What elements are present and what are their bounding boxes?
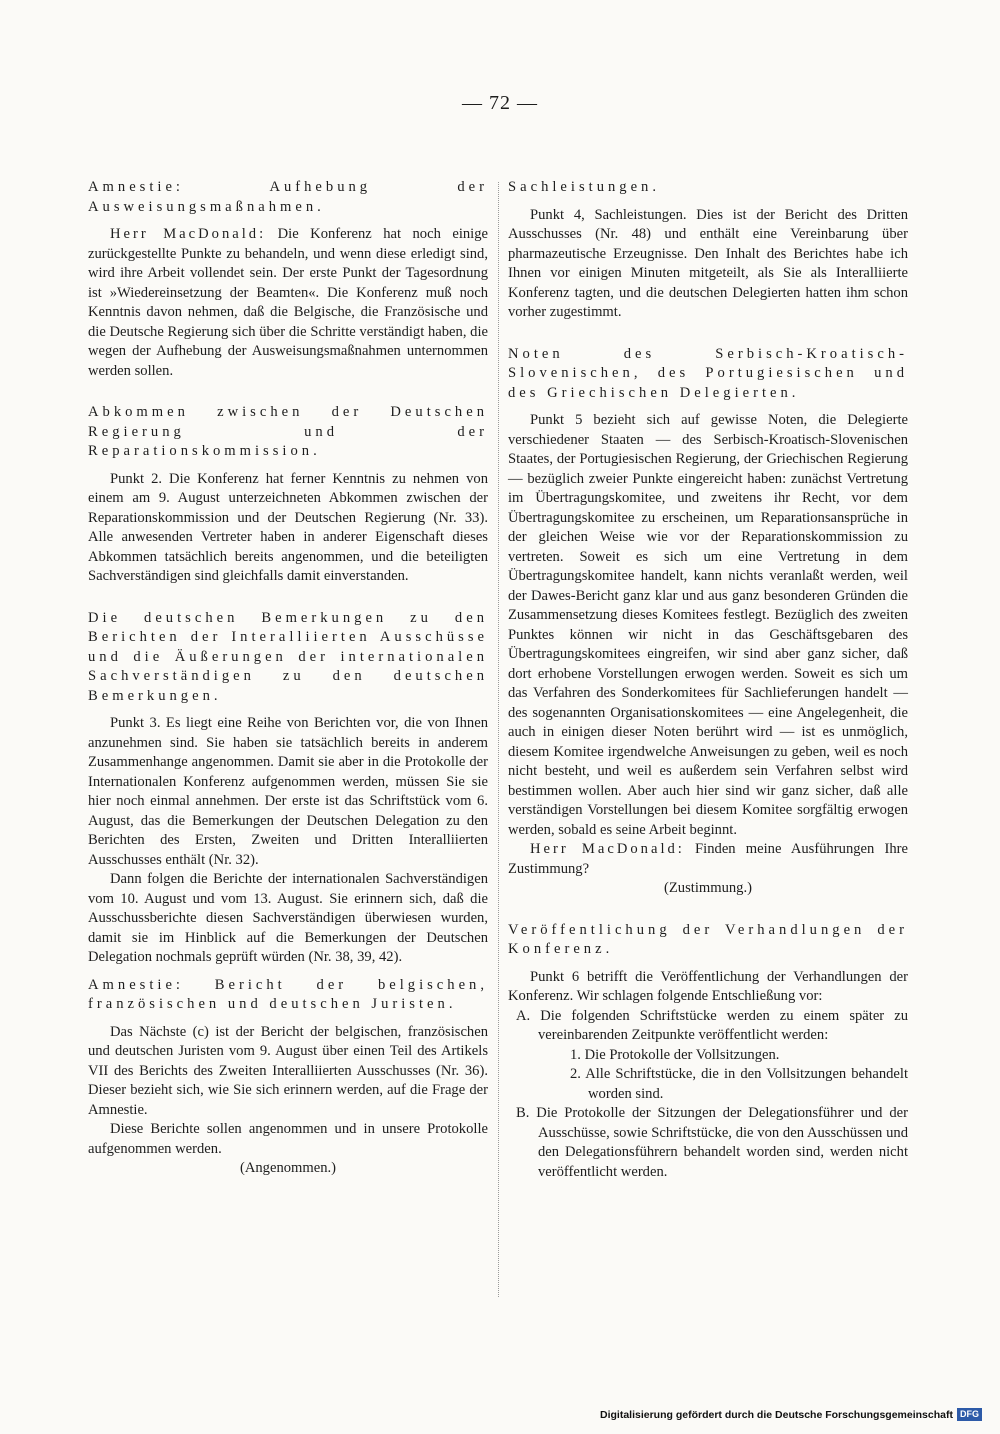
speaker-name: Herr MacDonald: — [110, 226, 267, 242]
paragraph: Punkt 2. Die Konferenz hat ferner Kenntnis zu nehmen von einem am 9. August unterzeichneten Abkommen zwischen der Reparationskommission und der Deutschen Regierung (Nr. 33). Alle anwesenden Vertreter haben in anderer Eigenschaft dieses Abkommen tatsächlich bereits angenommen, und die beteiligten Sachverständigen sind gleichfalls damit einverstanden. — [88, 470, 488, 584]
section-heading: Die deutschen Bemerkungen zu den Berichten der Interalliierten Ausschüsse und die Äußerungen der internationalen Sachverständigen zu den deutschen Bemerkungen. — [88, 609, 488, 704]
speaker-name: Herr MacDonald: — [530, 841, 685, 857]
paragraph: Dann folgen die Berichte der internationalen Sachverständigen vom 10. August und vom 13. August. Sie erinnern sich, daß die Ausschussberichte diesen Sachverständigen überwiesen wurden, damit sie im Hinblick auf die Bemerkungen der Deutschen Delegation nochmals geprüft würden (Nr. 38, 39, 42). — [88, 871, 488, 965]
resolution-item-b: B. Die Protokolle der Sitzungen der Delegationsführer und der Ausschüsse, sowie Schriftstücke, die von den Ausschüssen und den Delegationsführern behandelt worden sind, werden nicht veröffentlicht werden. — [516, 1105, 908, 1180]
paragraph — [508, 840, 908, 879]
paragraph: Diese Berichte sollen angenommen und in unsere Protokolle aufgenommen werden. — [88, 1121, 488, 1157]
approval-note: (Zustimmung.) — [664, 880, 752, 896]
section-heading: Amnestie: Aufhebung der Ausweisungsmaßnahmen. — [88, 179, 488, 215]
left-column — [88, 178, 488, 1179]
paragraph: Punkt 4, Sachleistungen. Dies ist der Bericht des Dritten Ausschusses (Nr. 48) und enthält eine Vereinbarung über pharmazeutische Erzeugnisse. Den Inhalt des Berichtes habe ich Ihnen vor einigen Minuten mitgeteilt, als Sie als Interalliierte Konferenz tagten, und die deutschen Delegierten hatten ihm schon vorher zugestimmt. — [508, 206, 908, 320]
paragraph: Das Nächste (c) ist der Bericht der belgischen, französischen und deutschen Juristen vom 9. August über einen Teil des Artikels VII des Berichts des Zweiten Interalliierten Ausschusses (Nr. 36). Dieser bezieht sich, wie Sie sich erinnern werden, auf die Frage der Amnestie. — [88, 1023, 488, 1118]
paragraph — [88, 225, 488, 381]
paragraph: Punkt 3. Es liegt eine Reihe von Berichten vor, die von Ihnen anzunehmen sind. Sie haben sie tatsächlich bereits in anderem Zusammenhange angenommen. Damit sie aber in die Protokolle der Internationalen Konferenz aufgenommen werden, müssen Sie sie hier noch einmal annehmen. Der erste ist das Schriftstück vom 6. August, das die Bemerkungen der Deutschen Delegation zu den Berichten des Ersten, Zweiten und Dritten Interalliierten Ausschusses enthält (Nr. 32). — [88, 715, 488, 868]
paragraph: Punkt 5 bezieht sich auf gewisse Noten, die Delegierte verschiedener Staaten — des Serbisch-Kroatisch-Slovenischen Staates, der Portugiesischen Regierung, der Griechischen Regierung — bezüglich zweier Punkte eingereicht haben: zunächst Vertretung im Übertragungskomitee, und zweitens ihr Recht, vor dem Übertragungskomitee zu erscheinen, um Reparationsansprüche in der gleichen Weise wie vor der Reparationskommission zu vertreten. Soweit es sich um eine Vertretung in dem Übertragungskomitee handelt, kann nichts veranlaßt werden, weil der Dawes-Bericht ganz klar und aus ganz besonderen Gründen die Zusammensetzung dieses Komitees festlegt. Bezüglich des zweiten Punktes können wir nicht in das Geschäftsgebaren des Übertragungskomitees eingreifen, wir sind aber ganz sicher, daß dort erhobene Vorstellungen erwogen werden. Soweit es sich um das Verfahren des Sonderkomitees für Sachlieferungen handelt — des sogenannten Organisationskomitees — eine Angelegenheit, die auch in einigen dieser Noten berührt wird — ist es unmöglich, diesem Komitee irgendwelche Anweisungen zu geben, weil es noch nicht besteht, und weil es außerdem sein Verfahren selbst wird bestimmen wollen. Aber auch hier sind wir ganz sicher, daß alle verständigen Vorstellungen bei diesem Komitee sorgfältig erwogen werden, sobald es seine Arbeit beginnt. — [508, 412, 908, 838]
right-column — [508, 178, 908, 1182]
column-divider — [498, 182, 499, 1297]
section-heading: Abkommen zwischen der Deutschen Regierung und der Reparationskommission. — [88, 404, 488, 459]
paragraph: Punkt 6 betrifft die Veröffentlichung der Verhandlungen der Konferenz. Wir schlagen folgende Entschließung vor: — [508, 968, 908, 1004]
dfg-logo: DFG — [957, 1408, 982, 1421]
section-heading: Veröffentlichung der Verhandlungen der Konferenz. — [508, 921, 908, 957]
section-heading: Amnestie: Bericht der belgischen, französischen und deutschen Juristen. — [88, 976, 488, 1012]
resolution-subitem-1: 1. Die Protokolle der Vollsitzungen. — [570, 1046, 780, 1063]
paragraph-text: Die Konferenz hat noch einige zurückgestellte Punkte zu behandeln, und wenn diese erledigt sind, wird ihre Arbeit vollendet sein. Der erste Punkt der Tagesordnung ist »Wiedereinsetzung der Beamten«. Die Konferenz muß noch Kenntnis davon nehmen, daß die Belgische, die Französische und die Deutsche Regierung sich über die Schritte verständigt haben, die wegen der Aufhebung der Ausweisungsmaßnahmen unternommen werden sollen. — [88, 226, 488, 379]
section-heading: Noten des Serbisch-Kroatisch-Slovenischen, des Portugiesischen und des Griechischen Delegierten. — [508, 345, 908, 401]
approval-note: (Angenommen.) — [239, 1160, 337, 1176]
resolution-item-a: A. Die folgenden Schriftstücke werden zu einem später zu vereinbarenden Zeitpunkte veröffentlicht werden: — [516, 1007, 908, 1043]
paragraph-text: Finden meine Ausführungen Ihre Zustimmung? — [508, 841, 908, 877]
resolution-subitem-2: 2. Alle Schriftstücke, die in den Vollsitzungen behandelt worden sind. — [570, 1066, 908, 1102]
digitization-footer — [600, 1408, 982, 1421]
footer-text: Digitalisierung gefördert durch die Deutsche Forschungsgemeinschaft — [600, 1408, 953, 1421]
section-heading: Sachleistungen. — [508, 179, 661, 195]
page-number: — 72 — — [462, 92, 538, 114]
